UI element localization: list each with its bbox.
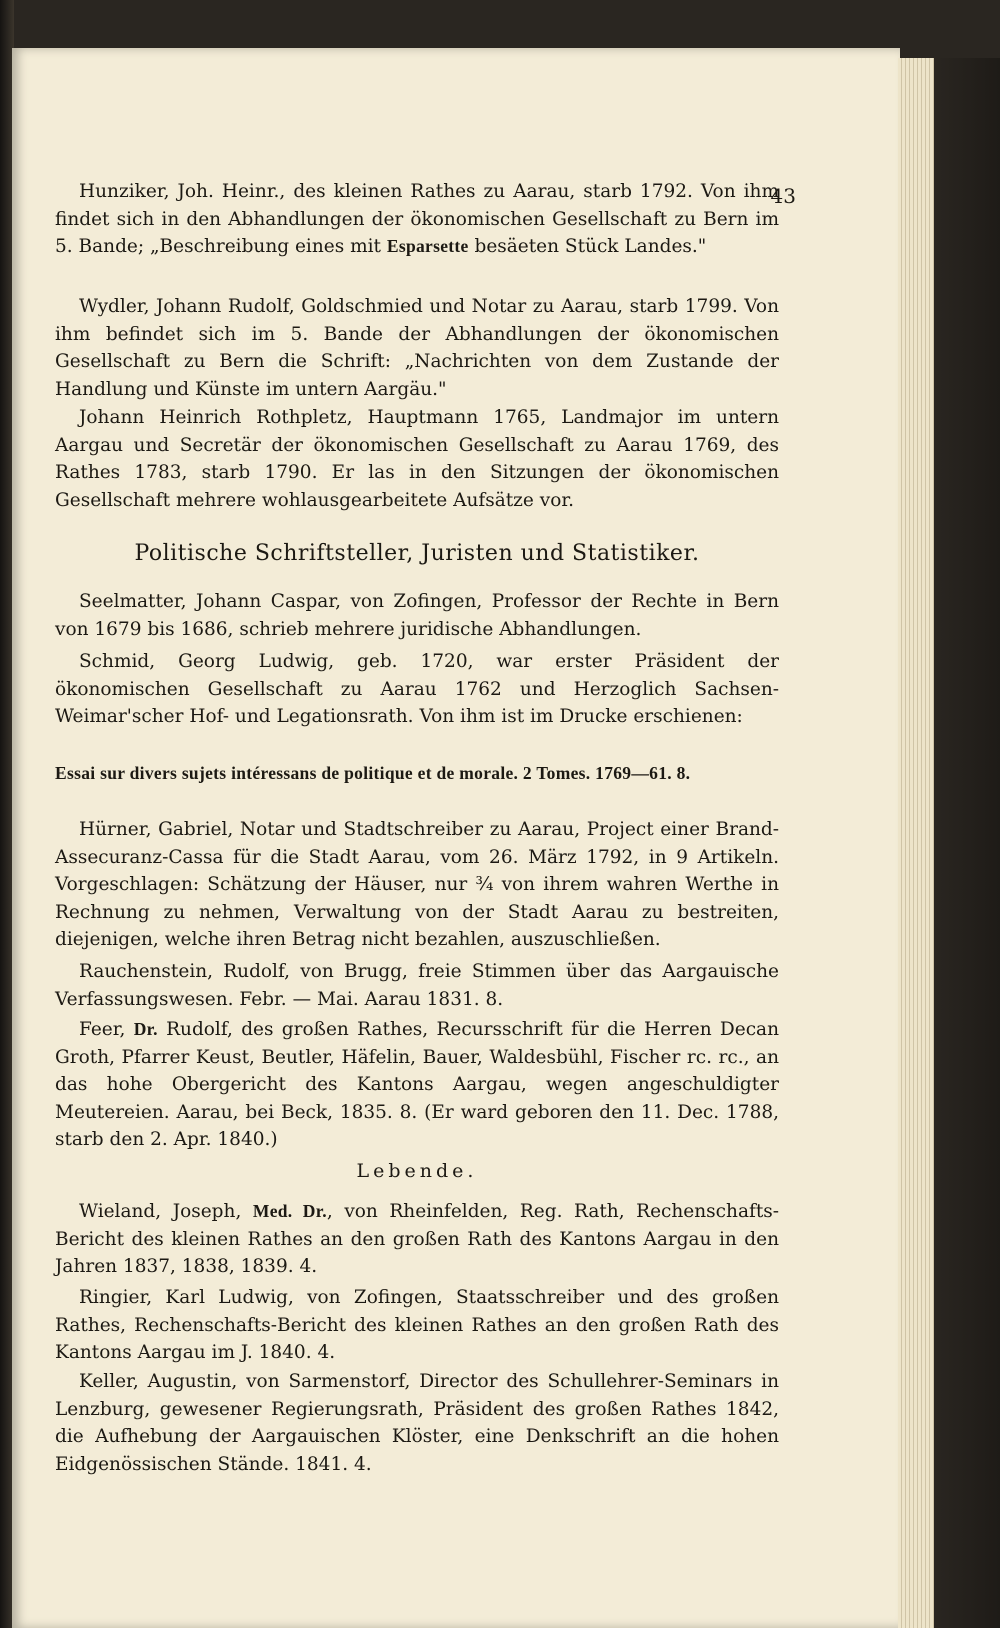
entry-huerner [55, 816, 779, 954]
entry-hunziker-latin: Esparsette [386, 236, 469, 257]
entry-hunziker [55, 178, 779, 261]
entry-rauchenstein [55, 958, 779, 1013]
page-edges-shadow [934, 58, 1000, 1628]
entry-keller [55, 1368, 779, 1478]
entry-wydler-text: Wydler, Johann Rudolf, Goldschmied und Notar zu Aarau, starb 1799. Von ihm befindet sich im 5. Bande der Abhandlungen der ökonomischen Gesellschaft zu Bern die Schrift: „Nachrichten von dem Zustande der Handlung und Künste im untern Aargäu." [55, 296, 779, 400]
entry-huerner-text: Hürner, Gabriel, Notar und Stadtschreiber zu Aarau, Project einer Brand-Assecuranz-Cassa für die Stadt Aarau, vom 26. März 1792, in 9 Artikeln. Vorgeschlagen: Schätzung der Häuser, nur ¾ von ihrem wahren Werthe in Rechnung zu nehmen, Verwaltung von der Stadt Aarau zu bestreiten, diejenigen, welche ihren Betrag nicht bezahlen, auszuschließen. [55, 819, 779, 951]
entry-essai-text: Essai sur divers sujets intéressans de politique et de morale. 2 Tomes. 1769—61. 8. [55, 763, 691, 783]
entry-essai [55, 760, 779, 788]
entry-feer [55, 1016, 779, 1154]
entry-ringier-text: Ringier, Karl Ludwig, von Zofingen, Staatsschreiber und des großen Rathes, Rechenschafts-Bericht des kleinen Rathes an den großen Rath des Kantons Aargau im J. 1840. 4. [55, 1287, 779, 1364]
entry-wieland [55, 1198, 779, 1281]
entry-feer-title: Dr. [133, 1019, 158, 1039]
entry-rothpletz [55, 404, 779, 514]
entry-rothpletz-text: Johann Heinrich Rothpletz, Hauptmann 1765, Landmajor im untern Aargau und Secretär der ökonomischen Gesellschaft zu Aarau 1769, des Rathes 1783, starb 1790. Er las in den Sitzungen der ökonomischen Gesellschaft mehrere wohlausgearbeitete Aufsätze vor. [55, 407, 779, 511]
entry-schmid [55, 648, 779, 731]
entry-wieland-name: Wieland, Joseph, [79, 1201, 253, 1222]
entry-rauchenstein-text: Rauchenstein, Rudolf, von Brugg, freie Stimmen über das Aargauische Verfassungswesen. Febr. — Mai. Aarau 1831. 8. [55, 961, 779, 1010]
entry-hunziker-text: Hunziker, Joh. Heinr., des kleinen Rathes zu Aarau, starb 1792. Von ihm findet sich in den Abhandlungen der ökonomischen Gesellschaft zu Bern im 5. Bande; „Beschreibung eines mit [55, 181, 779, 258]
entry-wieland-text: , von Rheinfelden, Reg. Rath, Rechenschafts-Bericht des kleinen Rathes an den großen Rath des Kantons Aargau in den Jahren 1837, 1838, 1839. 4. [55, 1201, 779, 1278]
entry-wieland-title: Med. Dr. [252, 1201, 327, 1221]
entry-feer-text: Rudolf, des großen Rathes, Recursschrift für die Herren Decan Groth, Pfarrer Keust, Beutler, Häfelin, Bauer, Waldesbühl, Fischer rc. rc., an das hohe Obergericht des Kantons Aargau, wegen angeschuldigter Meutereien. Aarau, bei Beck, 1835. 8. (Er ward geboren den 11. Dec. 1788, starb den 2. Apr. 1840.) [55, 1019, 780, 1151]
entry-wydler [55, 293, 779, 403]
subsection-heading [55, 1158, 779, 1186]
entry-hunziker-tail: besäeten Stück Landes." [468, 236, 707, 258]
section-heading-text: Politische Schriftsteller, Juristen und Statistiker. [134, 541, 700, 566]
entry-keller-text: Keller, Augustin, von Sarmenstorf, Director des Schullehrer-Seminars in Lenzburg, gewesener Regierungsrath, Präsident des großen Rathes 1842, die Aufhebung der Aargauischen Klöster, eine Denkschrift an die hohen Eidgenössischen Stände. 1841. 4. [55, 1371, 779, 1475]
section-heading [55, 540, 779, 568]
entry-ringier [55, 1284, 779, 1367]
book-page [12, 48, 900, 1628]
entry-schmid-text: Schmid, Georg Ludwig, geb. 1720, war erster Präsident der ökonomischen Gesellschaft zu Aarau 1762 und Herzoglich Sachsen-Weimar'scher Hof- und Legationsrath. Von ihm ist im Drucke erschienen: [55, 651, 779, 728]
entry-seelmatter [55, 588, 779, 643]
entry-feer-name: Feer, [79, 1019, 134, 1040]
page-edges [898, 58, 934, 1628]
page-number: 43 [770, 184, 796, 208]
subsection-heading-text: Lebende. [356, 1160, 478, 1182]
entry-seelmatter-text: Seelmatter, Johann Caspar, von Zofingen, Professor der Rechte in Bern von 1679 bis 1686, schrieb mehrere juridische Abhandlungen. [55, 591, 779, 640]
